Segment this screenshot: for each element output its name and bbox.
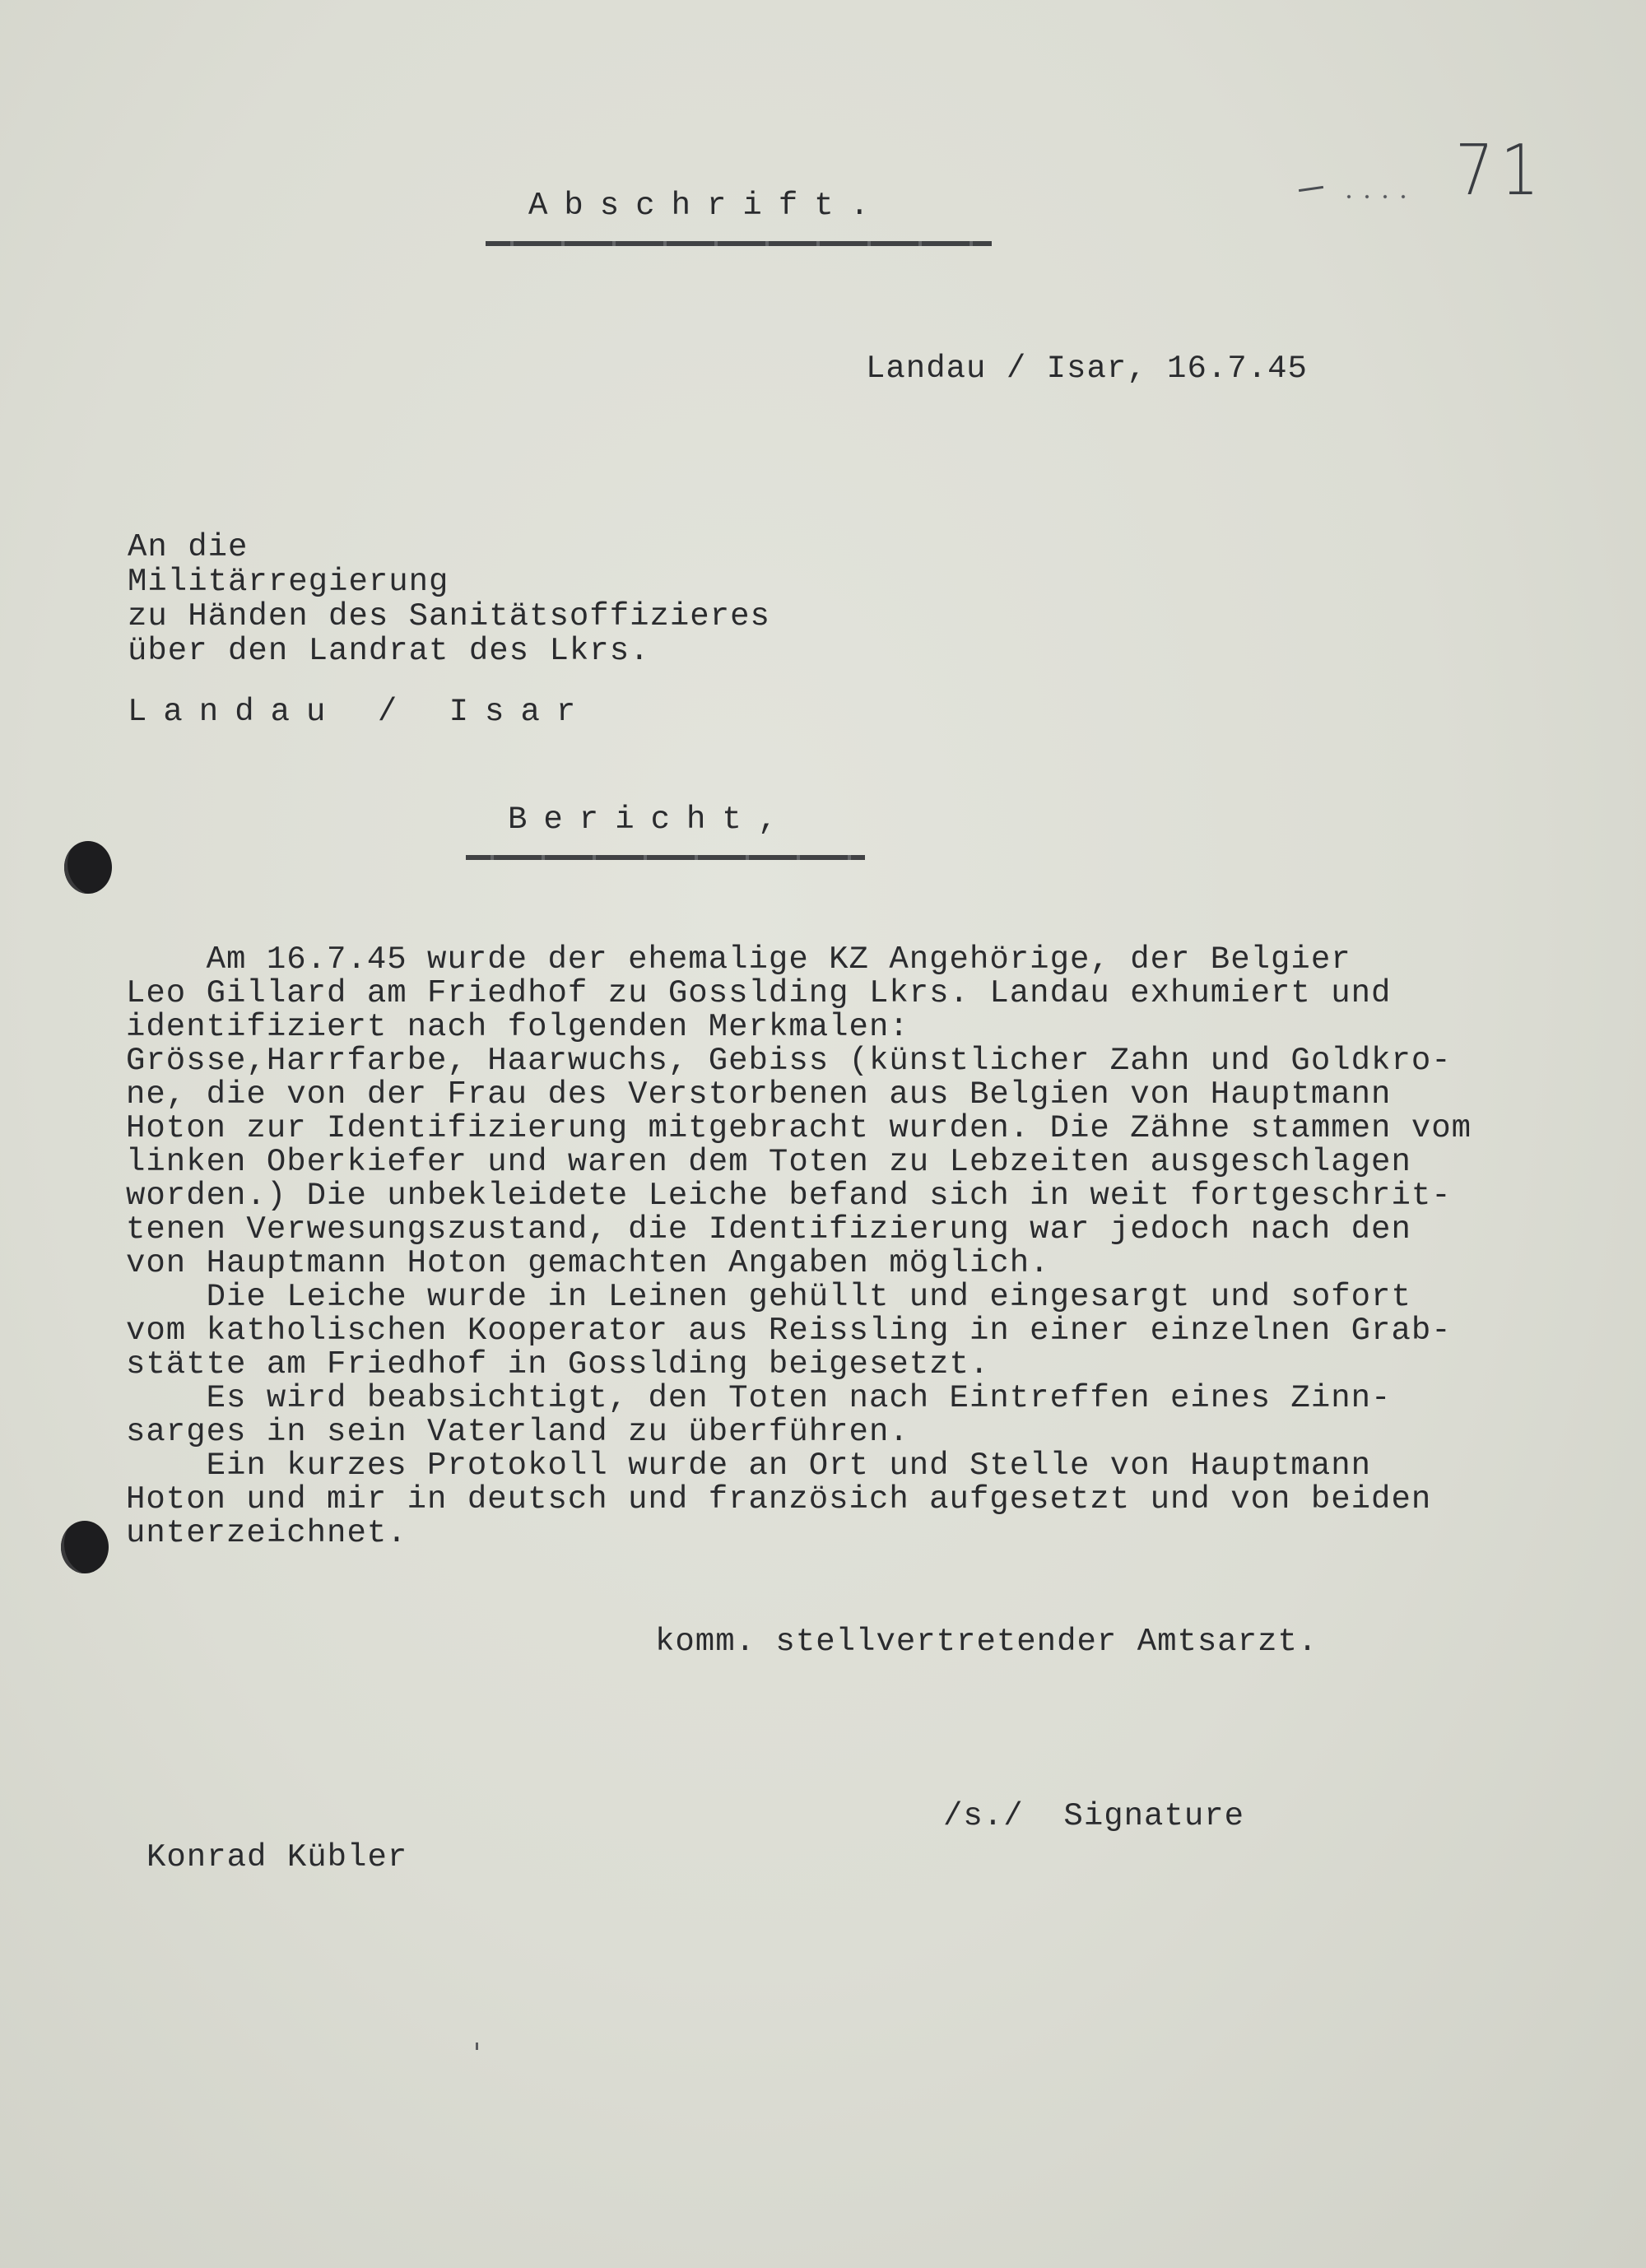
punch-hole bbox=[64, 841, 112, 894]
report-line: Ein kurzes Protokoll wurde an Ort und Stelle von Hauptmann bbox=[126, 1448, 1372, 1484]
report-line: Es wird beabsichtigt, den Toten nach Eintreffen eines Zinn- bbox=[126, 1380, 1392, 1416]
signatory-name: Konrad Kübler bbox=[146, 1839, 408, 1875]
title-underline bbox=[486, 241, 992, 246]
address-line: über den Landrat des Lkrs. bbox=[128, 633, 650, 669]
address-line: zu Händen des Sanitätsoffizieres bbox=[128, 598, 770, 634]
report-line: Am 16.7.45 wurde der ehemalige KZ Angehörige, der Belgier bbox=[126, 941, 1351, 978]
report-line: tenen Verwesungszustand, die Identifizierung war jedoch nach den bbox=[126, 1211, 1411, 1248]
signatory-role: komm. stellvertretender Amtsarzt. bbox=[655, 1624, 1318, 1660]
dotted-mark bbox=[1340, 194, 1414, 199]
report-line: Hoton zur Identifizierung mitgebracht wurden. Die Zähne stammen vom bbox=[126, 1110, 1472, 1146]
address-line: Militärregierung bbox=[128, 564, 449, 600]
report-line: Die Leiche wurde in Leinen gehüllt und eingesargt und sofort bbox=[126, 1279, 1411, 1315]
signature-note: /s./ Signature bbox=[943, 1798, 1245, 1834]
handwritten-mark bbox=[1299, 186, 1323, 192]
report-line: ne, die von der Frau des Verstorbenen aus Belgien von Hauptmann bbox=[126, 1076, 1392, 1113]
report-line: Grösse,Harrfarbe, Haarwuchs, Gebiss (künstlicher Zahn und Goldkro- bbox=[126, 1043, 1452, 1079]
report-line: Leo Gillard am Friedhof zu Gosslding Lkrs. Landau exhumiert und bbox=[126, 975, 1392, 1011]
place-date: Landau / Isar, 16.7.45 bbox=[866, 351, 1308, 387]
report-line: vom katholischen Kooperator aus Reissling in einer einzelnen Grab- bbox=[126, 1313, 1452, 1349]
paper-speck bbox=[476, 2043, 478, 2050]
report-line: worden.) Die unbekleidete Leiche befand sich in weit fortgeschrit- bbox=[126, 1178, 1452, 1214]
report-line: linken Oberkiefer und waren dem Toten zu Lebzeiten ausgeschlagen bbox=[126, 1144, 1411, 1180]
report-line: unterzeichnet. bbox=[126, 1515, 407, 1551]
report-heading: Bericht, bbox=[508, 802, 794, 838]
report-line: identifiziert nach folgenden Merkmalen: bbox=[126, 1009, 909, 1045]
report-line: von Hauptmann Hoton gemachten Angaben möglich. bbox=[126, 1245, 1050, 1281]
heading-underline bbox=[466, 855, 865, 860]
archive-page-number: 71 bbox=[1455, 130, 1546, 211]
report-line: stätte am Friedhof in Gosslding beigesetzt. bbox=[126, 1346, 990, 1383]
punch-hole bbox=[61, 1521, 109, 1573]
report-line: Hoton und mir in deutsch und französich aufgesetzt und von beiden bbox=[126, 1481, 1432, 1517]
address-city: Landau / Isar bbox=[128, 694, 593, 730]
address-line: An die bbox=[128, 529, 249, 565]
report-line: sarges in sein Vaterland zu überführen. bbox=[126, 1414, 909, 1450]
document-title: Abschrift. bbox=[528, 188, 886, 224]
